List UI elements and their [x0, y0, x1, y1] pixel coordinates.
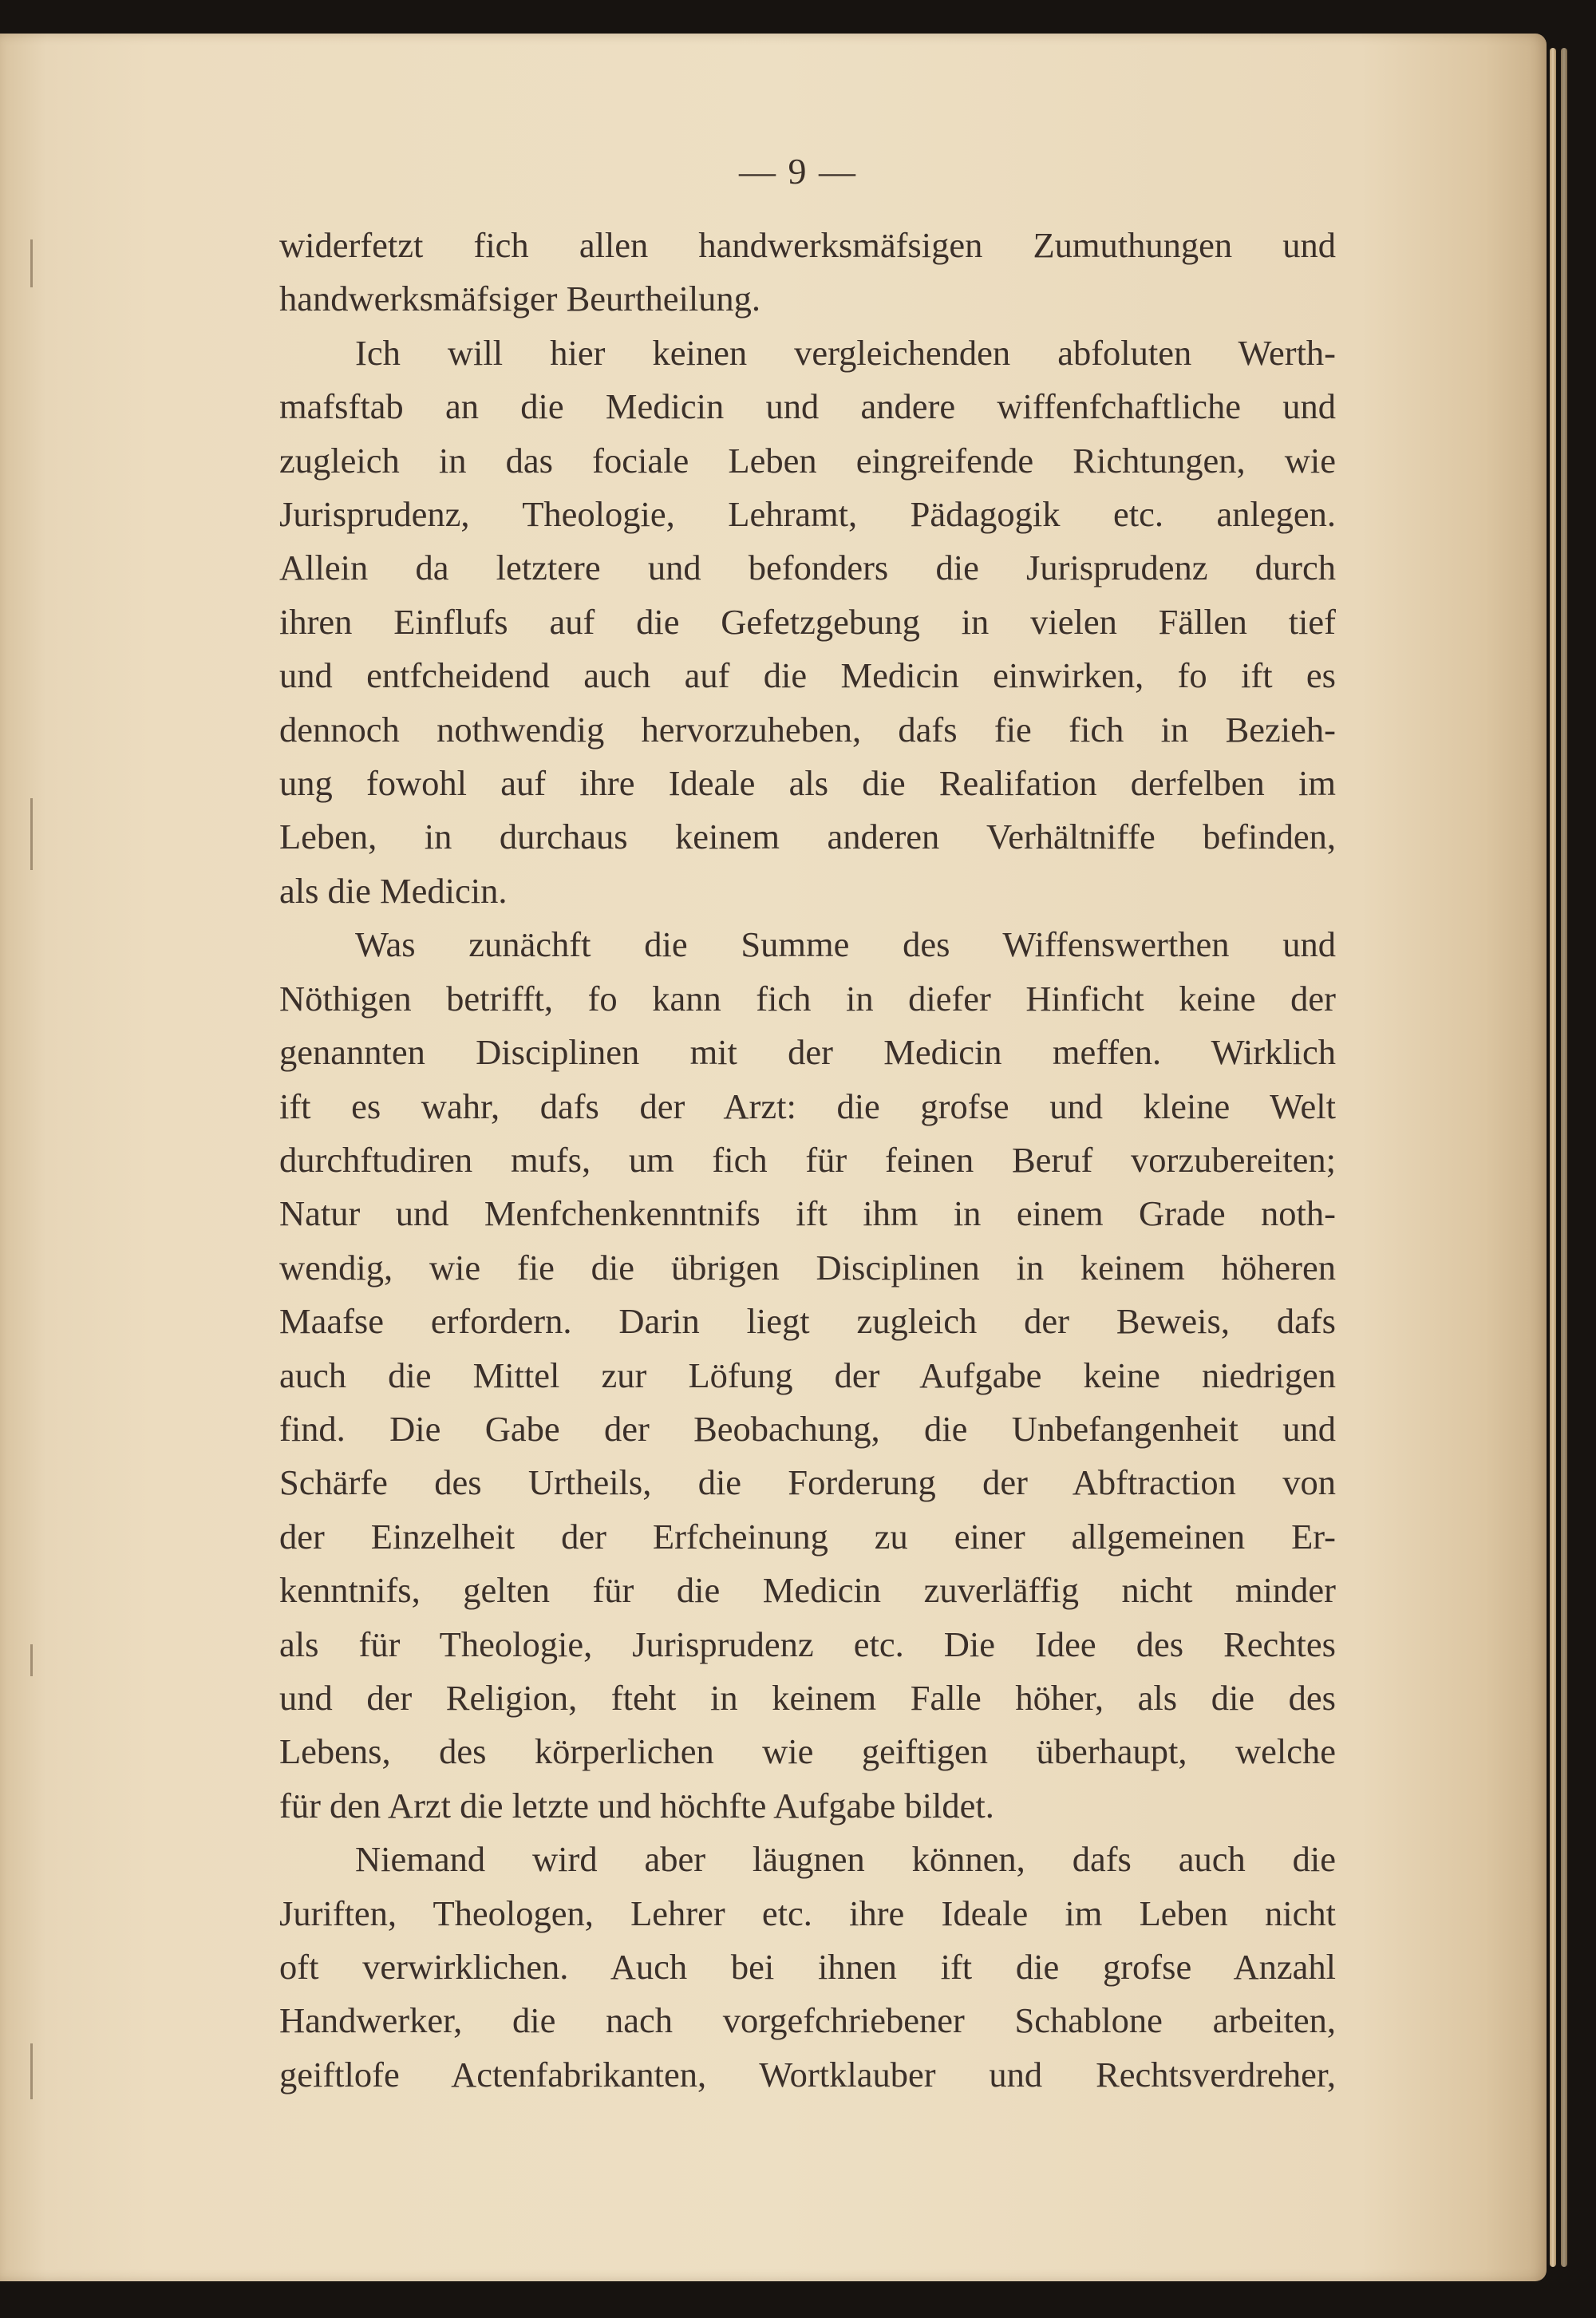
text-line: Lebens, des körperlichen wie geiftigen überhaupt, welche	[279, 1731, 1336, 1772]
text-line: widerfetzt fich allen handwerksmäfsigen Zumuthungen und	[279, 225, 1336, 265]
text-line: ift es wahr, dafs der Arzt: die grofse und kleine Welt	[279, 1086, 1336, 1126]
text-line: als die Medicin.	[279, 870, 508, 911]
text-line: genannten Disciplinen mit der Medicin meffen. Wirklich	[279, 1032, 1336, 1073]
text-line: ihren Einflufs auf die Gefetzgebung in vielen Fällen tief	[279, 601, 1336, 642]
paragraph	[279, 918, 1336, 1833]
text-line: find. Die Gabe der Beobachung, die Unbefangenheit und	[279, 1408, 1336, 1449]
text-line: Niemand wird aber läugnen können, dafs auch die	[355, 1839, 1336, 1880]
text-line: Natur und Menfchenkenntnifs ift ihm in einem Grade noth-	[279, 1193, 1336, 1234]
text-line: Jurisprudenz, Theologie, Lehramt, Pädagogik etc. anlegen.	[279, 494, 1336, 535]
binding-mark	[30, 2043, 33, 2099]
paragraph	[279, 326, 1336, 918]
text-line: geiftlofe Actenfabrikanten, Wortklauber und Rechtsverdreher,	[279, 2054, 1336, 2095]
text-line: Leben, in durchaus keinem anderen Verhältniffe befinden,	[279, 817, 1336, 857]
page-edge	[1550, 48, 1556, 2267]
text-line: durchftudiren mufs, um fich für feinen Beruf vorzubereiten;	[279, 1139, 1336, 1180]
text-line: Schärfe des Urtheils, die Forderung der Abftraction von	[279, 1462, 1336, 1503]
text-line: kenntnifs, gelten für die Medicin zuverläffig nicht minder	[279, 1570, 1336, 1611]
text-line: als für Theologie, Jurisprudenz etc. Die Idee des Rechtes	[279, 1624, 1336, 1664]
binding-mark	[30, 1644, 33, 1676]
text-line: oft verwirklichen. Auch bei ihnen ift die grofse Anzahl	[279, 1947, 1336, 1987]
text-line: der Einzelheit der Erfcheinung zu einer allgemeinen Er-	[279, 1516, 1336, 1557]
body-text	[279, 219, 1336, 2102]
text-line: Handwerker, die nach vorgefchriebener Schablone arbeiten,	[279, 2000, 1336, 2041]
text-line: handwerksmäfsiger Beurtheilung.	[279, 279, 761, 319]
paragraph	[279, 219, 1336, 326]
text-line: und entfcheidend auch auf die Medicin einwirken, fo ift es	[279, 655, 1336, 696]
page-number: — 9 —	[739, 151, 857, 192]
text-line: ung fowohl auf ihre Ideale als die Realifation derfelben im	[279, 763, 1336, 804]
binding-mark	[30, 239, 33, 287]
text-line: dennoch nothwendig hervorzuheben, dafs fie fich in Bezieh-	[279, 709, 1336, 750]
text-line: Juriften, Theologen, Lehrer etc. ihre Ideale im Leben nicht	[279, 1893, 1336, 1933]
text-line: für den Arzt die letzte und höchfte Aufgabe bildet.	[279, 1785, 994, 1826]
page-edge	[1561, 48, 1567, 2267]
text-line: Was zunächft die Summe des Wiffenswerthen und	[355, 924, 1336, 965]
text-line: Maafse erfordern. Darin liegt zugleich der Beweis, dafs	[279, 1301, 1336, 1342]
text-line: mafsftab an die Medicin und andere wiffenfchaftliche und	[279, 386, 1336, 427]
text-line: und der Religion, fteht in keinem Falle höher, als die des	[279, 1677, 1336, 1718]
text-line: Nöthigen betrifft, fo kann fich in diefer Hinficht keine der	[279, 978, 1336, 1019]
text-line: wendig, wie fie die übrigen Disciplinen in keinem höheren	[279, 1247, 1336, 1288]
binding-mark	[30, 798, 33, 870]
paragraph	[279, 1833, 1336, 2102]
text-line: auch die Mittel zur Löfung der Aufgabe keine niedrigen	[279, 1355, 1336, 1395]
text-line: Allein da letztere und befonders die Jurisprudenz durch	[279, 548, 1336, 588]
text-line: Ich will hier keinen vergleichenden abfoluten Werth-	[355, 332, 1336, 373]
text-line: zugleich in das fociale Leben eingreifende Richtungen, wie	[279, 440, 1336, 481]
